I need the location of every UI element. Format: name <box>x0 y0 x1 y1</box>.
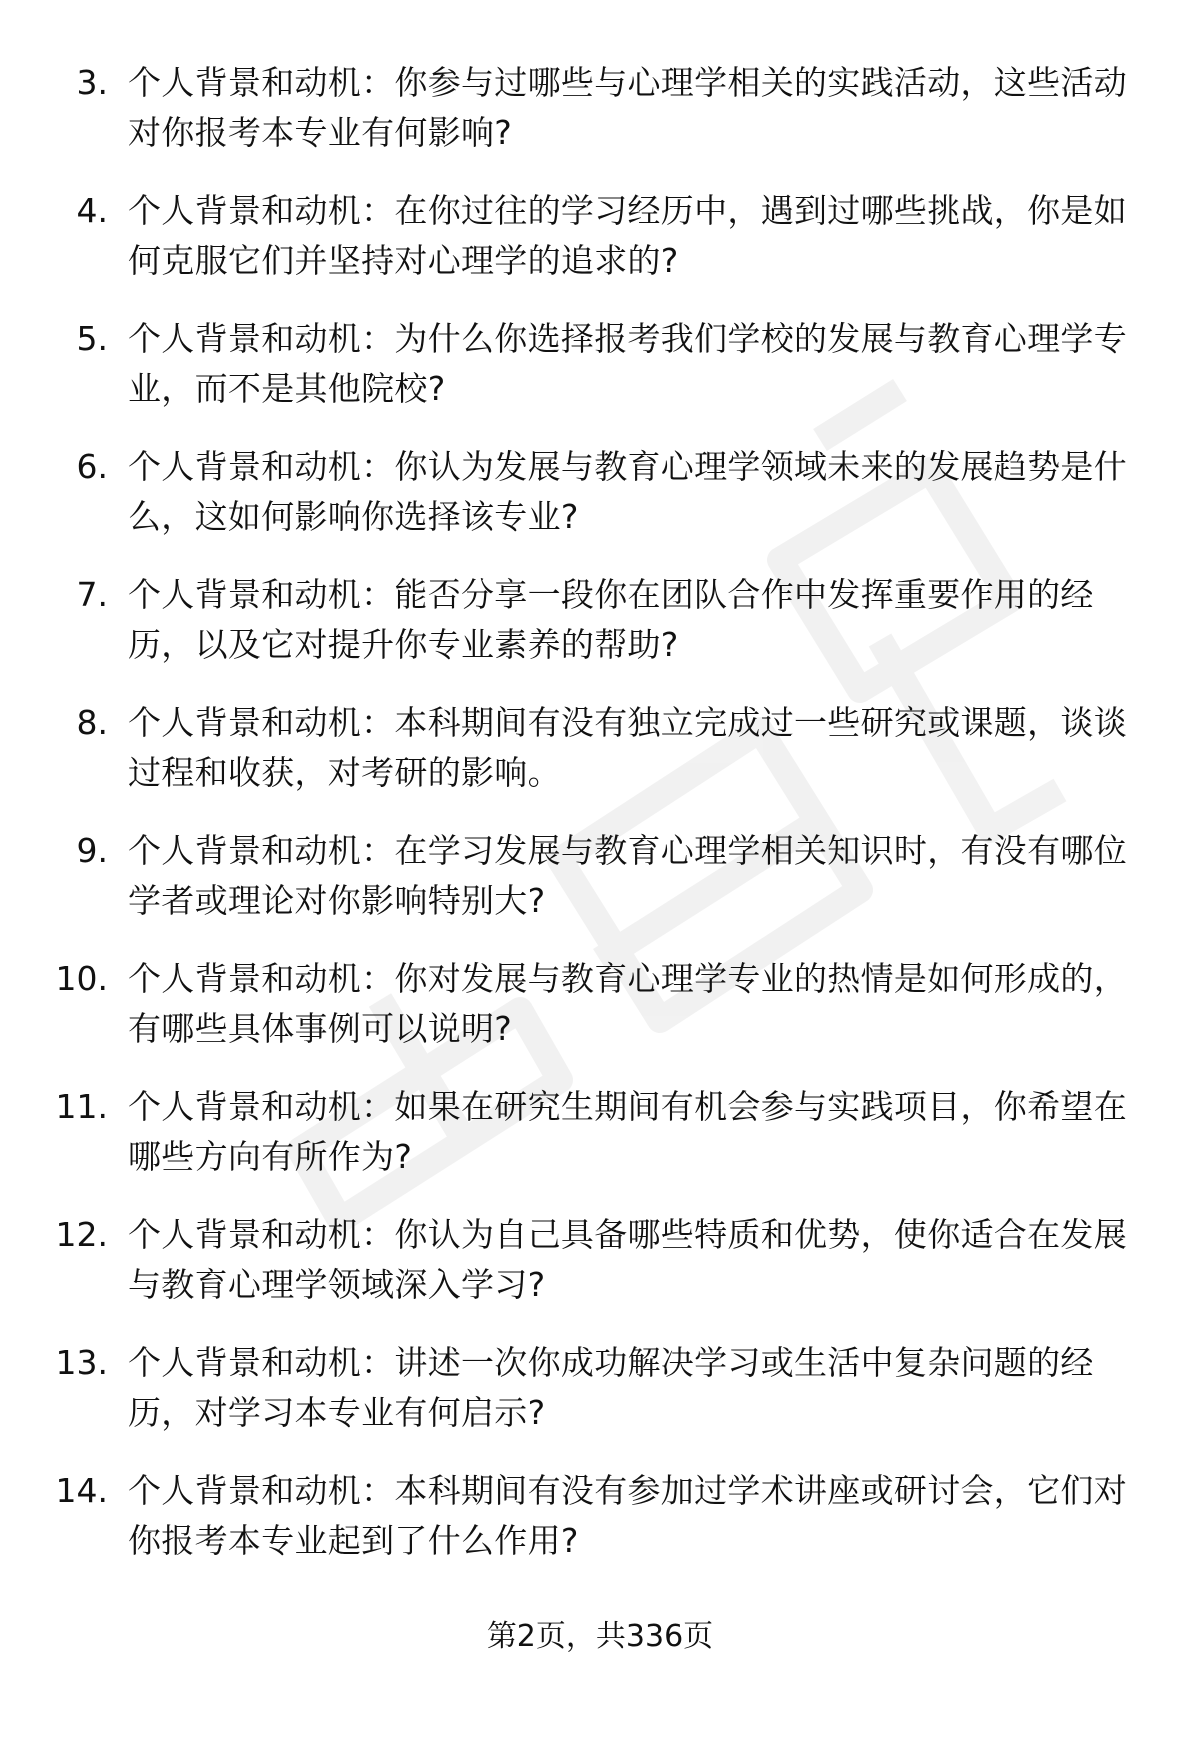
question-item <box>0 570 1200 698</box>
question-number: 9. <box>76 831 108 870</box>
question-number: 12. <box>55 1215 108 1254</box>
page-indicator: 第2页，共336页 <box>486 1619 714 1654</box>
question-number: 5. <box>76 319 108 358</box>
question-text: 个人背景和动机：为什么你选择报考我们学校的发展与教育心理学专业，而不是其他院校? <box>128 319 1127 408</box>
question-number: 3. <box>76 63 108 102</box>
question-item <box>0 442 1200 570</box>
question-text: 个人背景和动机：在学习发展与教育心理学相关知识时，有没有哪位学者或理论对你影响特别大? <box>128 831 1127 920</box>
question-number: 6. <box>76 447 108 486</box>
question-item <box>0 1338 1200 1466</box>
question-item <box>0 698 1200 826</box>
question-number: 13. <box>55 1343 108 1382</box>
question-item <box>0 954 1200 1082</box>
question-text: 个人背景和动机：讲述一次你成功解决学习或生活中复杂问题的经历，对学习本专业有何启示? <box>128 1343 1094 1432</box>
question-number: 11. <box>55 1087 108 1126</box>
question-number: 7. <box>76 575 108 614</box>
question-item <box>0 1210 1200 1338</box>
question-text: 个人背景和动机：你参与过哪些与心理学相关的实践活动，这些活动对你报考本专业有何影响? <box>128 63 1127 152</box>
question-number: 8. <box>76 703 108 742</box>
question-item <box>0 826 1200 954</box>
question-number: 14. <box>55 1471 108 1510</box>
question-text: 个人背景和动机：你对发展与教育心理学专业的热情是如何形成的，有哪些具体事例可以说明? <box>128 959 1127 1048</box>
page-footer <box>0 1617 1200 1657</box>
question-item <box>0 1466 1200 1594</box>
question-text: 个人背景和动机：本科期间有没有参加过学术讲座或研讨会，它们对你报考本专业起到了什么作用? <box>128 1471 1127 1560</box>
question-text: 个人背景和动机：你认为发展与教育心理学领域未来的发展趋势是什么，这如何影响你选择该专业? <box>128 447 1127 536</box>
question-text: 个人背景和动机：如果在研究生期间有机会参与实践项目，你希望在哪些方向有所作为? <box>128 1087 1127 1176</box>
question-text: 个人背景和动机：你认为自己具备哪些特质和优势，使你适合在发展与教育心理学领域深入学习? <box>128 1215 1127 1304</box>
question-item <box>0 1082 1200 1210</box>
question-item <box>0 314 1200 442</box>
question-number: 4. <box>76 191 108 230</box>
question-text: 个人背景和动机：能否分享一段你在团队合作中发挥重要作用的经历，以及它对提升你专业素养的帮助? <box>128 575 1094 664</box>
question-number: 10. <box>55 959 108 998</box>
question-item <box>0 58 1200 186</box>
question-text: 个人背景和动机：本科期间有没有独立完成过一些研究或课题，谈谈过程和收获，对考研的影响。 <box>128 703 1127 792</box>
question-text: 个人背景和动机：在你过往的学习经历中，遇到过哪些挑战，你是如何克服它们并坚持对心理学的追求的? <box>128 191 1127 280</box>
question-item <box>0 186 1200 314</box>
question-list <box>0 58 1200 1594</box>
